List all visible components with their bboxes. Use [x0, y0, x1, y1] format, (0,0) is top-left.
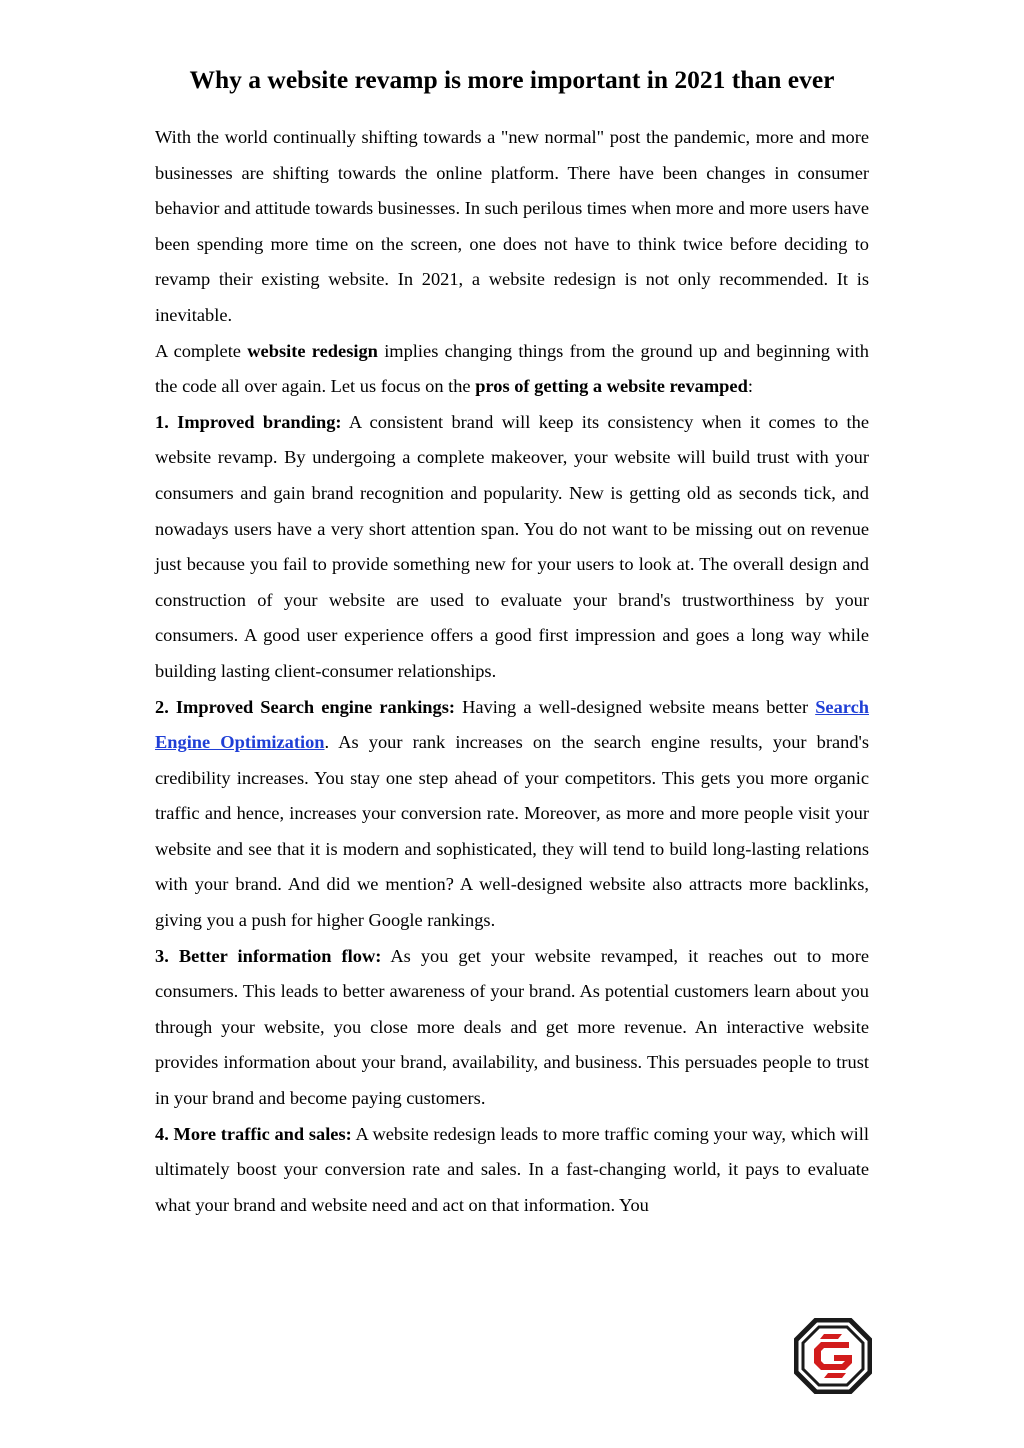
section-information-flow: [155, 939, 869, 1117]
logo-mark-accent: [820, 1334, 842, 1339]
logo-frame: [796, 1320, 870, 1392]
seo-link[interactable]: Search Engine Optimization: [155, 696, 869, 753]
redesign-text-1: A complete: [155, 340, 248, 361]
company-logo-graphic: [794, 1318, 872, 1394]
section-body-branding: A consistent brand will keep its consistency when it comes to the website revamp. By undergoing a complete makeover, your website will build trust with your consumers and gain brand recognition and popularity. New is getting old as seconds tick, and nowadays users have a very short attention span. You do not want to be missing out on revenue just because you fail to provide something new for your users to look at. The overall design and construction of your website are used to evaluate your brand's trustworthiness by your consumers. A good user experience offers a good first impression and goes a long way while building lasting client-consumer relationships.: [155, 411, 869, 681]
section-heading-search-rankings: 2. Improved Search engine rankings:: [155, 696, 456, 717]
section-heading-traffic-sales: 4. More traffic and sales:: [155, 1123, 352, 1144]
logo-mark: [814, 1342, 852, 1370]
logo-mark-accent-bottom: [824, 1373, 846, 1378]
section-search-rankings: [155, 690, 869, 939]
redesign-bold-term: website redesign: [247, 340, 378, 361]
section-branding: [155, 405, 869, 690]
section-traffic-sales: [155, 1117, 869, 1224]
section-body-search-rankings-1: Having a well-designed website means better: [455, 696, 816, 717]
section-body-information-flow: As you get your website revamped, it reaches out to more consumers. This leads to better awareness of your brand. As potential customers learn about you through your website, you close more deals and get more revenue. An interactive website provides information about your brand, availability, and business. This persuades people to trust in your brand and become paying customers.: [155, 945, 869, 1109]
intro-paragraph: With the world continually shifting towards a "new normal" post the pandemic, more and more businesses are shifting towards the online platform. There have been changes in consumer behavior and attitude towards businesses. In such perilous times when more and more users have been spending more time on the screen, one does not have to think twice before deciding to revamp their existing website. In 2021, a website redesign is not only recommended. It is inevitable.: [155, 127, 869, 325]
document-body: [155, 120, 869, 1223]
redesign-text-2: implies changing things from the ground up and beginning with the code all over again. Let us focus on the: [155, 340, 869, 397]
page-title: Why a website revamp is more important in 2021 than ever: [189, 65, 835, 94]
section-body-search-rankings-2: . As your rank increases on the search engine results, your brand's credibility increases. You stay one step ahead of your competitors. This gets you more organic traffic and hence, increases your conversion rate. Moreover, as more and more people visit your website and see that it is modern and sophisticated, they will tend to build long-lasting relations with your brand. And did we mention? A well-designed website also attracts more backlinks, giving you a push for higher Google rankings.: [155, 732, 870, 931]
company-logo-icon: [794, 1318, 872, 1394]
section-heading-information-flow: 3. Better information flow:: [155, 945, 382, 966]
redesign-text-3: :: [747, 376, 753, 397]
section-heading-branding: 1. Improved branding:: [155, 411, 342, 432]
section-body-traffic-sales: A website redesign leads to more traffic coming your way, which will ultimately boost your conversion rate and sales. In a fast-changing world, it pays to evaluate what your brand and website need and act on that information. You: [155, 1123, 869, 1215]
pros-bold-term: pros of getting a website revamped: [475, 376, 748, 397]
redesign-paragraph: [155, 334, 869, 405]
